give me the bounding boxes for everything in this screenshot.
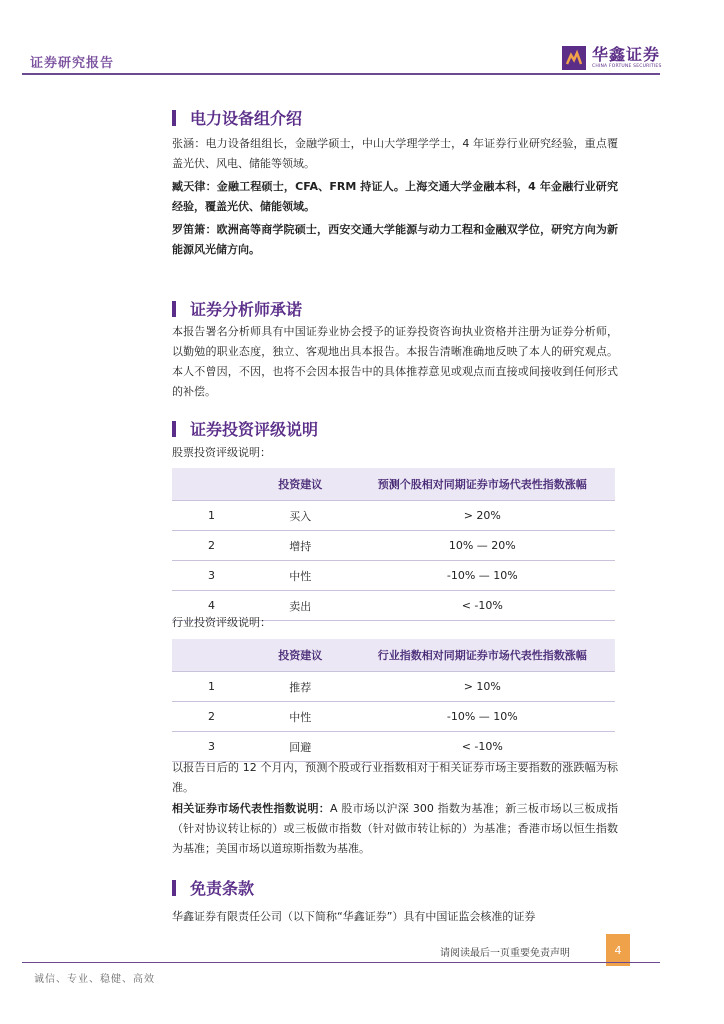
commitment-text: 本报告署名分析师具有中国证券业协会授予的证券投资咨询执业资格并注册为证券分析师，以勤勉的职业态度，独立、客观地出具本报告。本报告清晰准确地反映了本人的研究观点。本人不曾因，不因，也将不会因本报告中的具体推荐意见或观点而直接或间接收到任何形式的补偿。 [172,325,618,398]
table-header-cell [172,468,251,501]
table-cell: 买入 [251,501,350,531]
section-marker [172,110,176,126]
table-cell: 推荐 [251,672,350,702]
table-cell: 4 [172,591,251,621]
table-header-cell: 预测个股相对同期证券市场代表性指数涨幅 [350,468,615,501]
table-cell: 1 [172,501,251,531]
member-name: 罗笛箫： [172,223,217,236]
member-name: 臧天律： [172,180,217,193]
report-type-label: 证券研究报告 [30,56,115,71]
section-title-text: 电力设备组介绍 [190,109,303,128]
table-cell: -10% — 10% [350,702,615,732]
section-title-commitment [172,297,302,320]
team-member-2 [172,177,618,217]
section-title-disclaimer [172,876,254,899]
footer-disclaimer-note: 请阅读最后一页重要免责声明 [440,948,570,959]
section-title-text: 证券分析师承诺 [190,300,303,319]
section-marker [172,301,176,317]
section-title-text: 证券投资评级说明 [190,420,319,439]
logo-name-cn: 华鑫证券 [592,44,661,64]
section-title-rating [172,417,318,440]
table-header-row [172,639,615,672]
section-marker [172,421,176,437]
table-row [172,531,615,561]
table-header-cell [172,639,251,672]
table-row [172,501,615,531]
member-desc: 欧洲高等商学院硕士，西安交通大学能源与动力工程和金融双学位，研究方向为新能源风光储方向。 [172,223,619,256]
team-member-3 [172,220,618,260]
member-desc: 金融工程硕士，CFA、FRM 持证人。上海交通大学金融本科，4 年金融行业研究经验，覆盖光伏、储能领域。 [172,180,618,213]
section-title-text: 免责条款 [190,879,255,898]
table-header-cell: 行业指数相对同期证券市场代表性指数涨幅 [350,639,615,672]
industry-rating-table [172,639,615,762]
logo-icon [562,46,586,70]
table-cell: 回避 [251,732,350,762]
table-cell: 2 [172,702,251,732]
footer-divider [22,962,660,963]
table-cell: 10% — 20% [350,531,615,561]
team-member-1 [172,134,618,174]
table-cell: < -10% [350,591,615,621]
index-description [172,799,618,859]
table-cell: 卖出 [251,591,350,621]
member-name: 张涵： [172,137,206,150]
index-label: 相关证券市场代表性指数说明： [172,802,331,815]
member-desc: 电力设备组组长，金融学硕士，中山大学理学学士，4 年证券行业研究经验，重点覆盖光伏、风电、储能等领域。 [172,137,618,170]
table-cell: 3 [172,561,251,591]
page-number: 4 [606,934,630,966]
table-row [172,672,615,702]
stock-rating-caption: 股票投资评级说明： [172,446,271,459]
logo-name-en: CHINA FORTUNE SECURITIES [592,63,662,69]
rating-note: 以报告日后的 12 个月内，预测个股或行业指数相对于相关证券市场主要指数的涨跌幅为标准。 [172,761,618,794]
table-cell: > 10% [350,672,615,702]
section-marker [172,880,176,896]
disclaimer-text: 华鑫证券有限责任公司（以下简称“华鑫证券”）具有中国证监会核准的证券 [172,910,536,923]
stock-rating-table [172,468,615,621]
footer-slogan: 诚信、专业、稳健、高效 [34,974,155,985]
table-header-cell: 投资建议 [251,639,350,672]
section-title-team [172,106,302,129]
table-cell: 中性 [251,561,350,591]
table-header-cell: 投资建议 [251,468,350,501]
table-cell: 3 [172,732,251,762]
table-cell: 中性 [251,702,350,732]
table-header-row [172,468,615,501]
table-cell: < -10% [350,732,615,762]
header-divider [22,73,660,75]
table-row [172,732,615,762]
table-cell: > 20% [350,501,615,531]
table-row [172,702,615,732]
table-cell: 增持 [251,531,350,561]
table-cell: -10% — 10% [350,561,615,591]
table-row [172,561,615,591]
index-text: A 股市场以沪深 300 指数为基准；新三板市场以三板成指（针对协议转让标的）或三板做市指数（针对做市转让标的）为基准；香港市场以恒生指数为基准；美国市场以道琼斯指数为基准。 [172,802,618,855]
table-cell: 1 [172,672,251,702]
industry-rating-caption: 行业投资评级说明： [172,616,271,629]
company-logo [562,44,662,72]
table-cell: 2 [172,531,251,561]
